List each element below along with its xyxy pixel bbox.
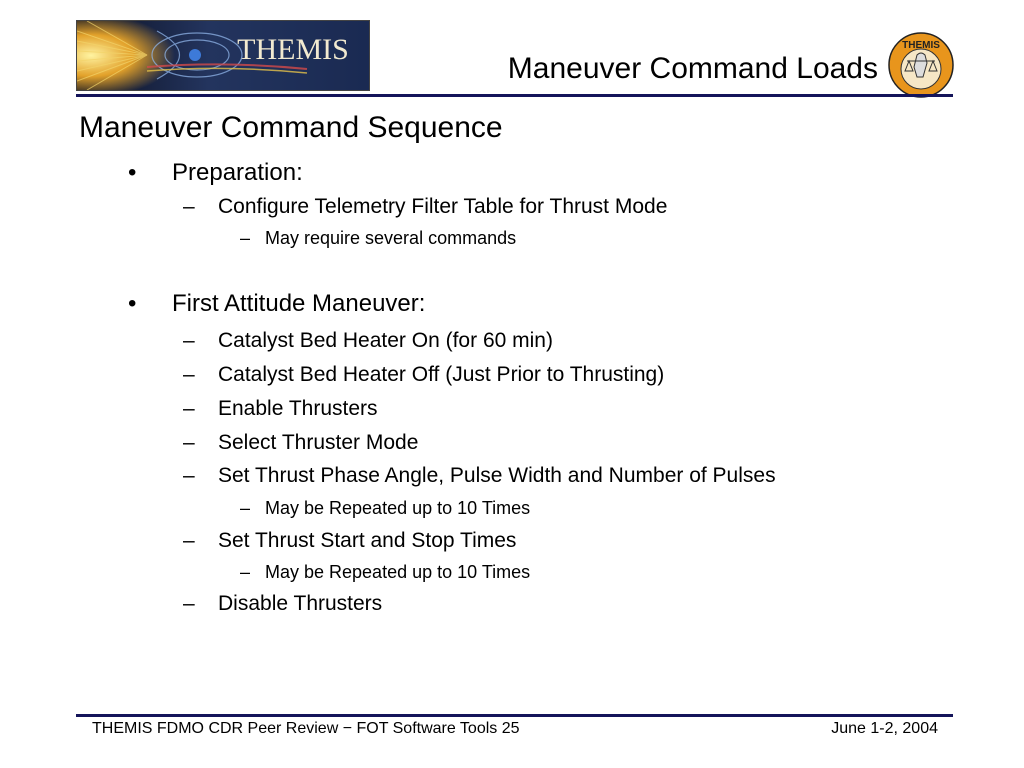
- banner-artwork: [77, 21, 369, 90]
- list-item-level-2: Set Thrust Start and Stop Times: [218, 529, 517, 552]
- footer-text: THEMIS FDMO CDR Peer Review − FOT Software Tools 25: [92, 720, 520, 737]
- list-item-level-2: Set Thrust Phase Angle, Pulse Width and Number of Pulses: [218, 464, 776, 487]
- list-item-level-1: First Attitude Maneuver:: [172, 290, 426, 317]
- list-item-level-1: Preparation:: [172, 159, 303, 186]
- themis-seal-logo: [887, 31, 955, 99]
- dash-marker: –: [183, 431, 195, 454]
- bullet-marker: •: [128, 290, 137, 317]
- section-heading: Maneuver Command Sequence: [79, 111, 503, 144]
- dash-marker: –: [183, 529, 195, 552]
- slide-title: Maneuver Command Loads: [507, 52, 878, 85]
- footer-divider: [76, 714, 953, 717]
- header-divider: [76, 94, 953, 97]
- dash-marker: –: [240, 562, 251, 582]
- list-item-level-2: Select Thruster Mode: [218, 431, 419, 454]
- dash-marker: –: [183, 329, 195, 352]
- dash-marker: –: [183, 592, 195, 615]
- list-item-level-3: May be Repeated up to 10 Times: [265, 498, 531, 518]
- dash-marker: –: [183, 464, 195, 487]
- list-item-level-2: Disable Thrusters: [218, 592, 383, 615]
- dash-marker: –: [240, 228, 251, 248]
- dash-marker: –: [183, 195, 195, 218]
- list-item-level-3: May be Repeated up to 10 Times: [265, 562, 531, 582]
- footer-date: June 1-2, 2004: [831, 720, 938, 737]
- dash-marker: –: [183, 363, 195, 386]
- list-item-level-2: Enable Thrusters: [218, 397, 378, 420]
- list-item-level-3: May require several commands: [265, 228, 517, 248]
- themis-banner-logo: [76, 20, 370, 91]
- seal-text: THEMIS: [902, 40, 940, 51]
- dash-marker: –: [183, 397, 195, 420]
- banner-logo-text: THEMIS: [237, 33, 349, 66]
- list-item-level-2: Catalyst Bed Heater On (for 60 min): [218, 329, 553, 352]
- list-item-level-2: Catalyst Bed Heater Off (Just Prior to Thrusting): [218, 363, 665, 386]
- list-item-level-2: Configure Telemetry Filter Table for Thrust Mode: [218, 195, 668, 218]
- bullet-marker: •: [128, 159, 137, 186]
- seal-artwork: [887, 31, 955, 99]
- dash-marker: –: [240, 498, 251, 518]
